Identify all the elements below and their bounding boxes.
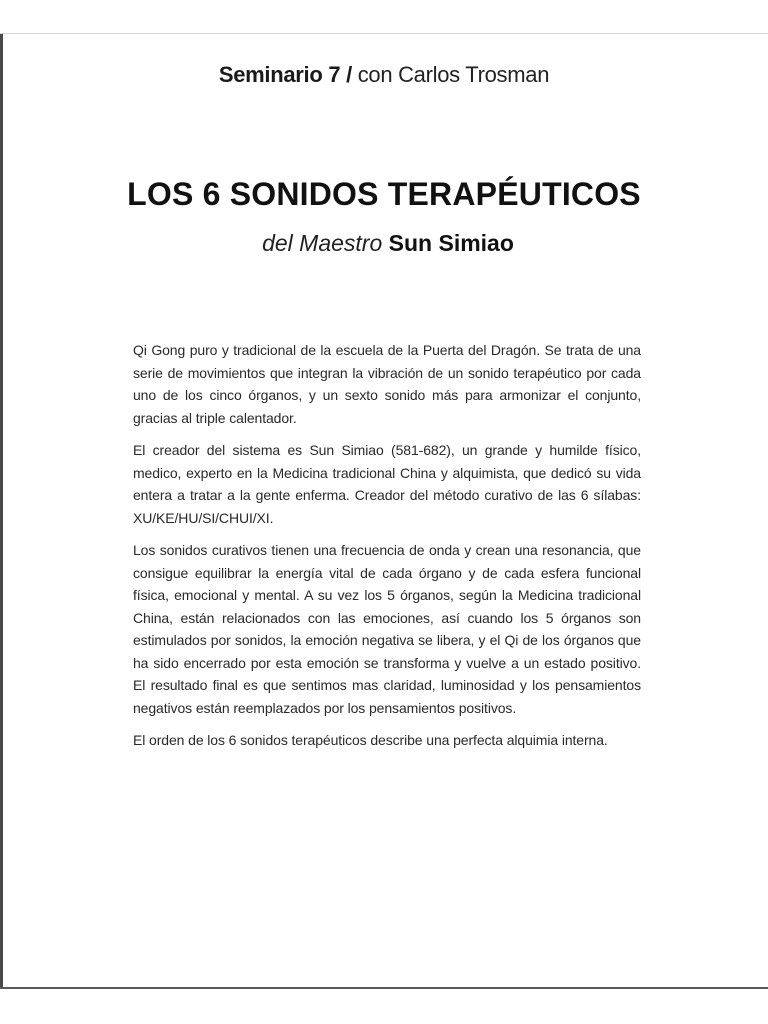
page-subtitle bbox=[0, 228, 768, 258]
body-text bbox=[133, 339, 641, 762]
paragraph: Qi Gong puro y tradicional de la escuela de la Puerta del Dragón. Se trata de una serie de movimientos que integran la vibración de un sonido terapéutico por cada uno de los cinco órganos, y un sexto sonido más para armonizar el conjunto, gracias al triple calentador. bbox=[133, 342, 641, 426]
page-top-border bbox=[0, 33, 768, 34]
paragraph: El orden de los 6 sonidos terapéuticos describe una perfecta alquimia interna. bbox=[133, 732, 608, 748]
seminar-header bbox=[0, 60, 768, 90]
paragraph: Los sonidos curativos tienen una frecuencia de onda y crean una resonancia, que consigue equilibrar la energía vital de cada órgano y de cada esfera funcional física, emocional y mental. A su vez los 5 órganos, según la Medicina tradicional China, están relacionados con las emociones, así cuando los 5 órganos son estimulados por sonidos, la emoción negativa se libera, y el Qi de los órganos que ha sido encerrado por esta emoción se transforma y vuelve a un estado positivo. El resultado final es que sentimos mas claridad, luminosidad y los pensamientos negativos están reemplazados por los pensamientos positivos. bbox=[133, 542, 641, 716]
seminar-instructor: con Carlos Trosman bbox=[357, 62, 550, 87]
seminar-number: Seminario 7 / bbox=[218, 62, 352, 87]
page-title: LOS 6 SONIDOS TERAPÉUTICOS bbox=[127, 176, 641, 212]
subtitle-prefix: del Maestro bbox=[262, 230, 383, 256]
page-bottom-border bbox=[0, 987, 768, 989]
subtitle-master-name: Sun Simiao bbox=[388, 230, 514, 256]
paragraph: El creador del sistema es Sun Simiao (581-682), un grande y humilde físico, medico, experto en la Medicina tradicional China y alquimista, que dedicó su vida entera a tratar a la gente enferma. Creador del método curativo de las 6 sílabas: XU/KE/HU/SI/CHUI/XI. bbox=[133, 442, 641, 526]
page-top-margin bbox=[0, 0, 768, 34]
